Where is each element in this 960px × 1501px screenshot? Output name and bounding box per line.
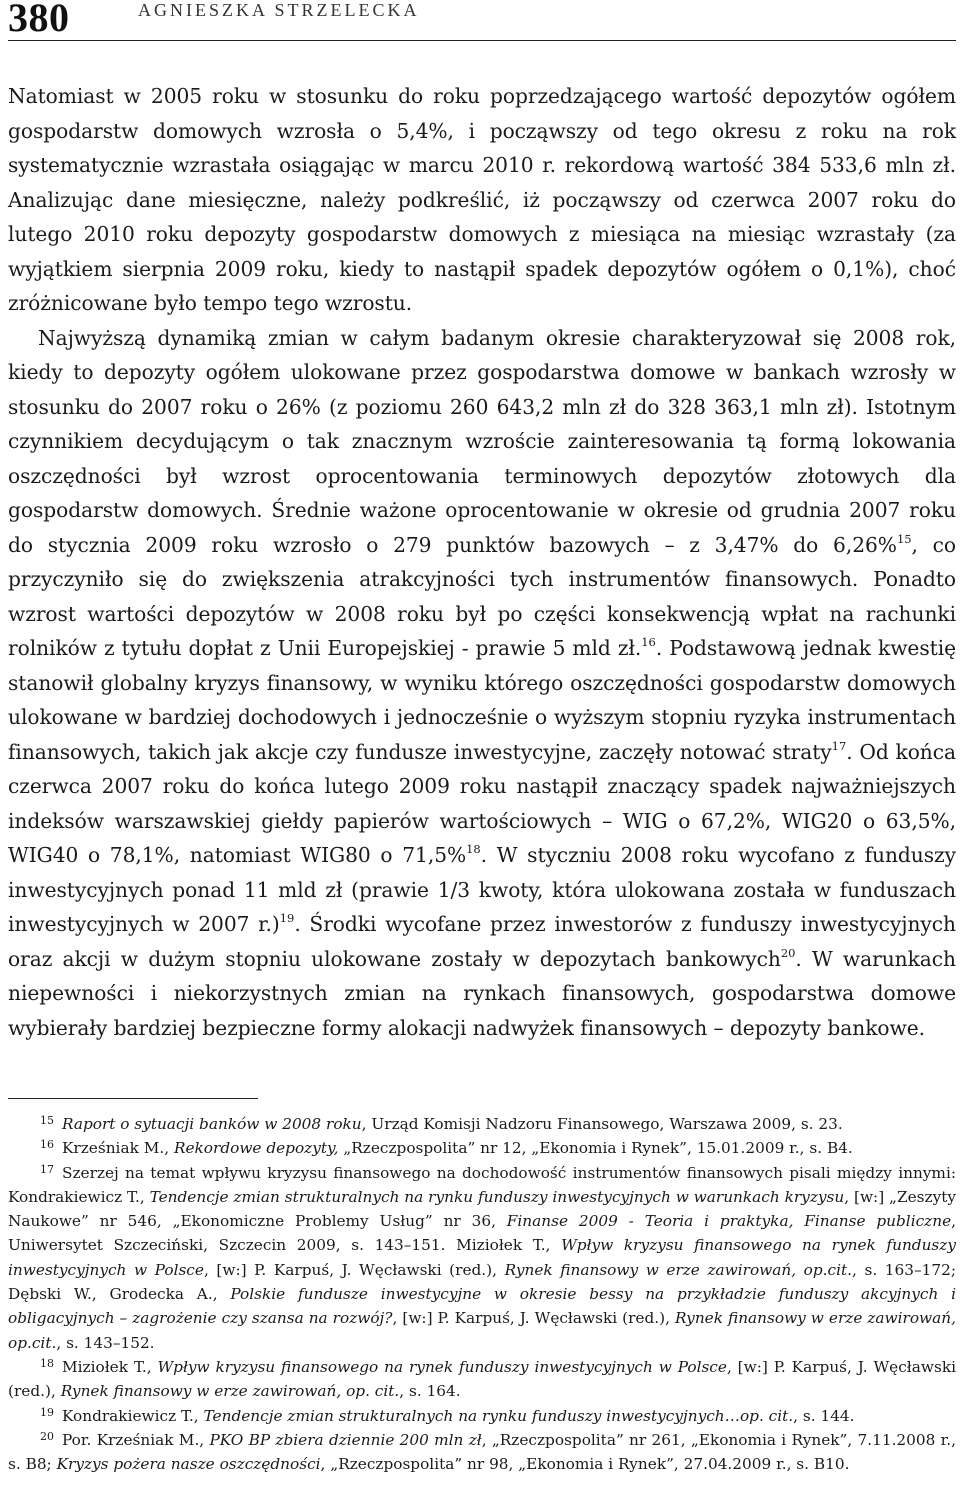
footnote-title: Finanse 2009 - Teoria i praktyka, Finanse publiczne bbox=[506, 1212, 952, 1231]
text-run: , co przyczyniło się do zwiększenia atrakcyjności tych instrumentów finansowych. Ponadto wzrost wartości depozytów w 2008 roku był po części konsekwencją wpłat na rachunki rolników z tytułu dopłat z Unii Europejskiej - prawie 5 mld zł. bbox=[8, 532, 956, 660]
footnote-title: Wpływ kryzysu finansowego na rynek funduszy inwestycyjnych w Polsce bbox=[8, 1236, 956, 1279]
footnote-text: , „Rzeczpospolita” nr 261, „Ekonomia i Rynek”, 7.11.2008 r., s. B8; bbox=[8, 1430, 957, 1474]
footnote-ref-16[interactable]: 16 bbox=[641, 635, 656, 649]
footnote-text: , [w:] P. Karpuś, J. Węcławski (red.), bbox=[392, 1309, 675, 1328]
footnote-text: , [w:] P. Karpuś, J. Węcławski (red.), bbox=[203, 1260, 505, 1279]
footnote-ref-15[interactable]: 15 bbox=[896, 531, 912, 546]
footnote-text: Miziołek T., bbox=[62, 1357, 158, 1376]
footnote-text: , s. 143–152. bbox=[56, 1333, 155, 1352]
footnote-title: Rekordowe depozyty, bbox=[173, 1139, 339, 1158]
footnote-title: Rynek finansowy w erze zawirowań, op. cit. bbox=[60, 1382, 400, 1401]
footnote-title: Polskie fundusze inwestycyjne w okresie bessy na przykładzie funduszy akcyjnych i obligacyjnych – zagrożenie czy szansa na rozwój? bbox=[8, 1285, 956, 1328]
footnote-text: Kondrakiewicz T., bbox=[62, 1406, 204, 1425]
page-header bbox=[8, 0, 948, 40]
footnote-title: Raport o sytuacji banków w 2008 roku bbox=[62, 1115, 362, 1133]
header-rule bbox=[8, 40, 956, 41]
footnote-number: 20 bbox=[40, 1429, 54, 1443]
footnote-ref-20[interactable]: 20 bbox=[780, 945, 796, 960]
text-run: . W warunkach niepewności i niekorzystnych zmian na rynkach finansowych, gospodarstwa domowe wybierały bardziej bezpieczne formy alokacji nadwyżek finansowych – depozyty bankowe. bbox=[8, 946, 956, 1040]
page-number: 380 bbox=[8, 0, 70, 40]
footnote-separator bbox=[8, 1098, 258, 1099]
footnote-text: Szerzej na temat wpływu kryzysu finansowego na dochodowość instrumentów finansowych pisali między innymi: Kondrakiewicz T., bbox=[8, 1163, 956, 1206]
footnote-text: , Urząd Komisji Nadzoru Finansowego, Warszawa 2009, s. 23. bbox=[361, 1115, 843, 1133]
running-head-author: AGNIESZKA STRZELECKA bbox=[138, 0, 420, 20]
footnote-title: Kryzys pożera nasze oszczędności bbox=[56, 1455, 321, 1474]
footnote-18 bbox=[8, 1355, 956, 1404]
footnote-number: 17 bbox=[40, 1162, 54, 1176]
footnote-text: , s. 144. bbox=[793, 1406, 855, 1425]
footnote-number: 15 bbox=[40, 1114, 54, 1127]
text-run: . Środki wycofane przez inwestorów z funduszy inwestycyjnych oraz akcji w dużym stopniu ulokowane zostały w depozytach bankowych bbox=[8, 912, 956, 971]
footnote-text: , [w:] P. Karpuś, J. Węcławski (red.), bbox=[8, 1357, 956, 1401]
footnote-text: Por. Krześniak M., bbox=[62, 1430, 210, 1449]
footnote-number: 18 bbox=[40, 1356, 54, 1370]
text-run: . W styczniu 2008 roku wycofano z funduszy inwestycyjnych ponad 11 mld zł (prawie 1/3 kwoty, która ulokowana została w funduszach inwestycyjnych w 2007 r.) bbox=[8, 843, 956, 936]
paragraph-2 bbox=[8, 321, 956, 1046]
text-run: . Od końca czerwca 2007 roku do końca lutego 2009 roku nastąpił znaczący spadek najważniejszych indeksów warszawskiej giełdy papierów wartościowych – WIG o 67,2%, WIG20 o 63,5%, WIG40 o 78,1%, natomiast WIG80 o 71,5% bbox=[8, 739, 956, 867]
footnote-15 bbox=[8, 1112, 956, 1136]
footnote-title: Wpływ kryzysu finansowego na rynek funduszy inwestycyjnych w Polsce bbox=[157, 1357, 727, 1376]
footnote-title: Rynek finansowy w erze zawirowań, op.cit. bbox=[8, 1309, 956, 1352]
footnote-title: Tendencje zmian strukturalnych na rynku funduszy inwestycyjnych w warunkach kryzysu bbox=[149, 1187, 845, 1206]
footnotes bbox=[8, 1112, 956, 1476]
footnote-text: , s. 163–172; Dębski W., Grodecka A., bbox=[8, 1260, 956, 1304]
footnote-title: PKO BP zbiera dziennie 200 mln zł bbox=[209, 1430, 482, 1449]
footnote-text: , Uniwersytet Szczeciński, Szczecin 2009, s. 143–151. Miziołek T., bbox=[8, 1212, 957, 1255]
footnote-number: 19 bbox=[40, 1405, 54, 1419]
footnote-20 bbox=[8, 1428, 956, 1477]
footnote-text: , s. 164. bbox=[399, 1382, 461, 1401]
footnote-number: 16 bbox=[40, 1138, 54, 1152]
footnote-text: „Rzeczpospolita” nr 12, „Ekonomia i Rynek”, 15.01.2009 r., s. B4. bbox=[338, 1139, 853, 1158]
footnote-title: Tendencje zmian strukturalnych na rynku funduszy inwestycyjnych…op. cit. bbox=[203, 1406, 794, 1425]
footnote-ref-18[interactable]: 18 bbox=[466, 842, 481, 856]
footnote-16 bbox=[8, 1136, 956, 1160]
text-run: . Podstawową jednak kwestię stanowił globalny kryzys finansowy, w wyniku którego oszczędności gospodarstw domowych ulokowane w bardziej dochodowych i jednocześnie o wyższym stopniu ryzyka instrumentach finansowych, takich jak akcje czy fundusze inwestycyjne, zaczęły notować straty bbox=[8, 636, 956, 764]
footnote-17 bbox=[8, 1161, 956, 1355]
footnote-text: , „Rzeczpospolita” nr 98, „Ekonomia i Rynek”, 27.04.2009 r., s. B10. bbox=[320, 1455, 850, 1474]
paragraph-1 bbox=[8, 79, 956, 321]
footnote-19 bbox=[8, 1404, 956, 1428]
footnote-text: , [w:] „Zeszyty Naukowe” nr 546, „Ekonomiczne Problemy Usług” nr 36, bbox=[8, 1187, 956, 1231]
text-run: Natomiast w 2005 roku w stosunku do roku poprzedzającego wartość depozytów ogółem gospodarstw domowych wzrosła o 5,4%, i począwszy od tego okresu z roku na rok systematycznie wzrastała osiągając w marcu 2010 r. rekordową wartość 384 533,6 mln zł. Analizując dane miesięczne, należy podkreślić, iż począwszy od czerwca 2007 roku do lutego 2010 roku depozyty gospodarstw domowych z miesiąca na miesiąc wzrastały (za wyjątkiem sierpnia 2009 roku, kiedy to nastąpił spadek depozytów ogółem o 0,1%), choć zróżnicowane było tempo tego wzrostu. bbox=[8, 84, 956, 315]
text-run: Najwyższą dynamiką zmian w całym badanym okresie charakteryzował się 2008 rok, kiedy to depozyty ogółem ulokowane przez gospodarstwa domowe w bankach wzrosły w stosunku do 2007 roku o 26% (z poziomu 260 643,2 mln zł do 328 363,1 mln zł). Istotnym czynnikiem decydującym o tak znacznym wzroście zainteresowania tą formą lokowania oszczędności był wzrost oprocentowania terminowych depozytów złotowych dla gospodarstw domowych. Średnie ważone oprocentowanie w okresie od grudnia 2007 roku do stycznia 2009 roku wzrosło o 279 punktów bazowych – z 3,47% do 6,26% bbox=[8, 325, 956, 557]
main-text bbox=[8, 79, 956, 1045]
footnote-text: Krześniak M., bbox=[62, 1139, 174, 1158]
footnote-title: Rynek finansowy w erze zawirowań, op.cit. bbox=[504, 1260, 853, 1279]
footnote-ref-17[interactable]: 17 bbox=[831, 738, 847, 753]
footnote-ref-19[interactable]: 19 bbox=[279, 911, 295, 925]
